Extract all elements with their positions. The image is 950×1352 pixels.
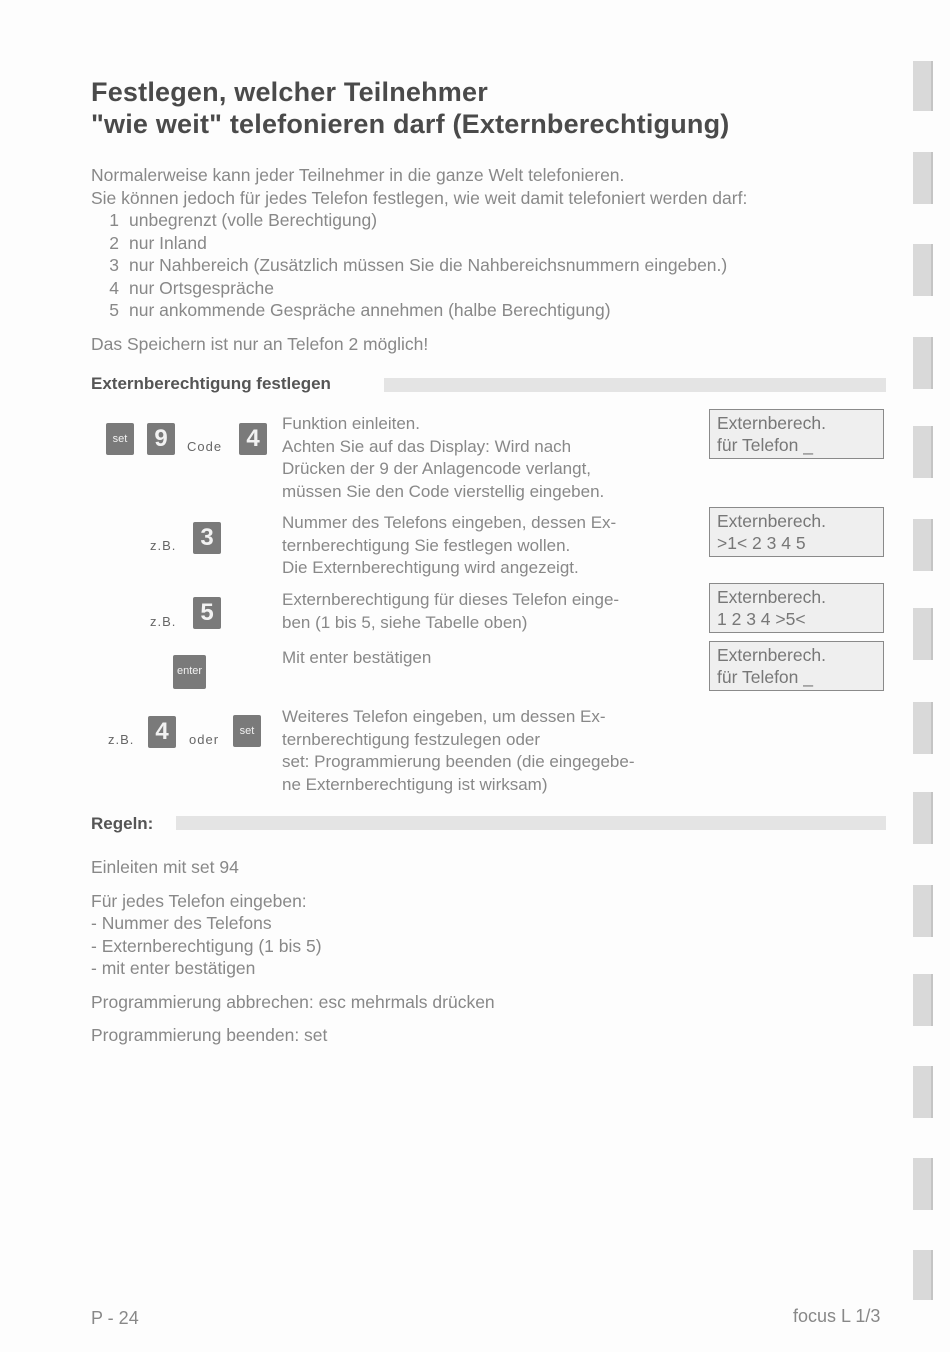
- intro-line-2: Sie können jedoch für jedes Telefon festlegen, wie weit damit telefoniert werden darf:: [91, 187, 748, 208]
- thumb-tab: [913, 152, 933, 204]
- rule-line: Programmierung abbrechen: esc mehrmals drücken: [91, 991, 495, 1012]
- list-text: nur Inland: [129, 232, 207, 253]
- step-2-line: Die Externberechtigung wird angezeigt.: [282, 558, 579, 577]
- thumb-tab: [913, 1158, 933, 1210]
- step-1-line: müssen Sie den Code vierstellig eingeben.: [282, 481, 605, 501]
- thumb-tab: [913, 337, 933, 389]
- product-name: focus L 1/3: [793, 1306, 881, 1326]
- thumb-tab: [913, 244, 933, 296]
- step-1-line: Funktion einleiten.: [282, 414, 420, 433]
- display-line-1: Externberech.: [717, 645, 826, 665]
- intro-text: [91, 164, 891, 355]
- example-label: z.B.: [150, 614, 177, 629]
- title-line-1: Festlegen, welcher Teilnehmer: [91, 77, 488, 107]
- rule-line: - Nummer des Telefons: [91, 913, 272, 933]
- step-4-description: [282, 647, 682, 670]
- enter-key: enter: [173, 655, 206, 689]
- display-step-4: [709, 641, 884, 691]
- step-1-line: Achten Sie auf das Display: Wird nach: [282, 436, 572, 456]
- rules-text: [91, 856, 791, 1047]
- step-5-description: [282, 706, 682, 796]
- example-label: z.B.: [108, 732, 135, 747]
- list-text: nur ankommende Gespräche annehmen (halbe Berechtigung): [129, 300, 611, 320]
- section-heading-externberechtigung: Externberechtigung festlegen: [91, 374, 331, 393]
- step-5-line: set: Programmierung beenden (die eingegebe-: [282, 752, 635, 771]
- display-step-2: [709, 507, 884, 557]
- display-step-1: [709, 409, 884, 459]
- rule-line: Einleiten mit set 94: [91, 857, 239, 877]
- display-step-3: [709, 583, 884, 633]
- step-2-line: ternberechtigung Sie festlegen wollen.: [282, 535, 571, 555]
- thumb-tab: [913, 1066, 933, 1118]
- intro-line-1: Normalerweise kann jeder Teilnehmer in die ganze Welt telefonieren.: [91, 165, 625, 185]
- rule-line: Für jedes Telefon eingeben:: [91, 890, 307, 911]
- step-2-line: Nummer des Telefons eingeben, dessen Ex-: [282, 513, 617, 532]
- thumb-tab: [913, 608, 933, 660]
- rule-line: Programmierung beenden: set: [91, 1025, 328, 1045]
- example-label: z.B.: [150, 538, 177, 553]
- step-5-line: ternberechtigung festzulegen oder: [282, 729, 541, 749]
- thumb-tab: [913, 519, 933, 571]
- thumb-tab: [913, 885, 933, 937]
- step-5-line: ne Externberechtigung ist wirksam): [282, 774, 548, 794]
- list-text: unbegrenzt (volle Berechtigung): [129, 210, 378, 230]
- thumb-tab: [913, 974, 933, 1026]
- section-divider-bar: [176, 816, 886, 830]
- list-text: nur Nahbereich (Zusätzlich müssen Sie die Nahbereichsnummern eingeben.): [129, 255, 728, 275]
- display-line-2: für Telefon _: [717, 667, 813, 687]
- section-divider-bar: [384, 378, 886, 392]
- rule-line: - Externberechtigung (1 bis 5): [91, 935, 322, 956]
- intro-note: Das Speichern ist nur an Telefon 2 möglich!: [91, 333, 429, 354]
- list-item: [91, 209, 891, 232]
- set-key: set: [233, 715, 261, 747]
- step-3-line: ben (1 bis 5, siehe Tabelle oben): [282, 612, 528, 632]
- step-1-line: Drücken der 9 der Anlagencode verlangt,: [282, 459, 592, 478]
- list-item: [91, 299, 891, 322]
- page-title: [91, 76, 730, 140]
- step-5-line: Weiteres Telefon eingeben, um dessen Ex-: [282, 707, 606, 726]
- thumb-tab: [913, 792, 933, 844]
- display-line-1: Externberech.: [717, 413, 826, 433]
- display-line-1: Externberech.: [717, 511, 826, 531]
- section-heading-regeln: Regeln:: [91, 814, 154, 833]
- step-1-description: [282, 413, 682, 503]
- key-5: 5: [193, 597, 221, 629]
- key-3: 3: [193, 522, 221, 554]
- display-line-2: für Telefon _: [717, 435, 813, 455]
- thumb-tab: [913, 61, 933, 111]
- key-4: 4: [239, 423, 267, 455]
- permission-list: [91, 209, 891, 322]
- key-9: 9: [147, 423, 175, 455]
- rule-line: - mit enter bestätigen: [91, 958, 256, 978]
- list-number: 2: [109, 232, 119, 253]
- page-number: P - 24: [91, 1308, 139, 1328]
- display-line-2: 1 2 3 4 >5<: [717, 609, 806, 629]
- list-text: nur Ortsgespräche: [129, 277, 274, 298]
- display-line-1: Externberech.: [717, 587, 826, 607]
- code-label: Code: [187, 439, 223, 454]
- thumb-tab: [913, 426, 933, 478]
- thumb-tab: [913, 1250, 933, 1300]
- title-line-2: "wie weit" telefonieren darf (Externberechtigung): [91, 109, 730, 139]
- oder-label: oder: [189, 732, 220, 747]
- list-item: [91, 254, 891, 277]
- thumb-tab: [913, 702, 933, 754]
- list-number: 1: [109, 210, 119, 230]
- step-3-description: [282, 589, 682, 634]
- step-3-line: Externberechtigung für dieses Telefon einge-: [282, 590, 620, 609]
- step-2-description: [282, 512, 682, 580]
- list-item: [91, 277, 891, 300]
- list-number: 3: [109, 255, 119, 275]
- step-4-line: Mit enter bestätigen: [282, 648, 432, 667]
- list-item: [91, 232, 891, 255]
- display-line-2: >1< 2 3 4 5: [717, 533, 806, 553]
- key-4: 4: [148, 716, 176, 748]
- list-number: 4: [109, 277, 119, 298]
- set-key: set: [106, 423, 134, 455]
- list-number: 5: [109, 300, 119, 320]
